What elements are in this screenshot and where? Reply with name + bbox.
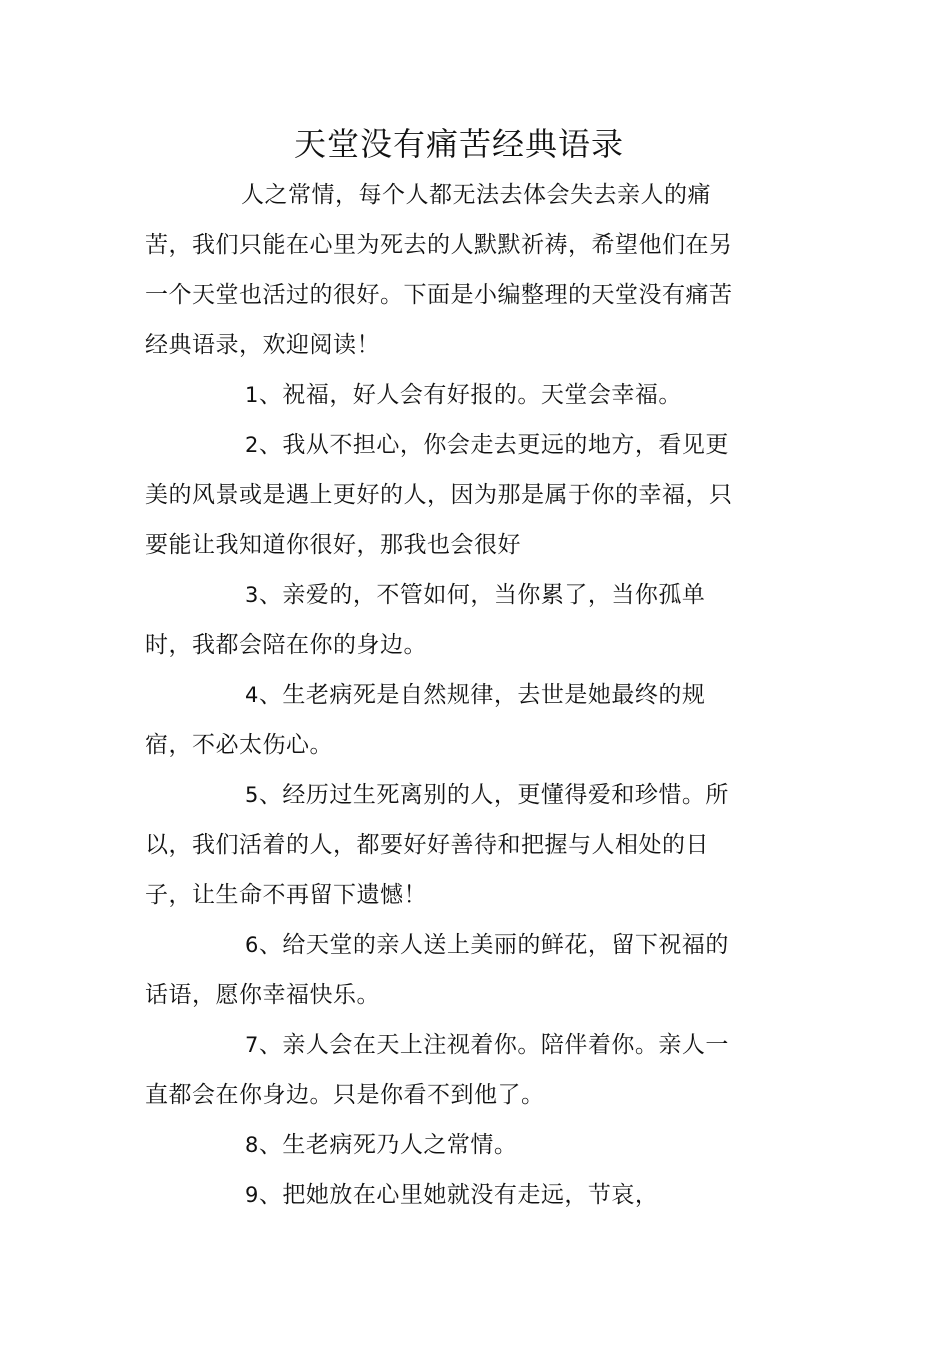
quote-1	[145, 370, 750, 420]
quote-4	[145, 670, 750, 770]
quote-text: 、生老病死是自然规律，去世是她最终的规宿，不必太伤心。	[145, 682, 706, 758]
quote-9	[145, 1170, 750, 1220]
quote-number: 5	[245, 783, 259, 807]
quote-number: 3	[245, 583, 259, 607]
quote-text: 、祝福，好人会有好报的。天堂会幸福。	[258, 382, 682, 408]
quote-number: 2	[245, 433, 259, 457]
quote-5	[145, 770, 750, 920]
quote-6	[145, 920, 750, 1020]
document-body	[145, 170, 750, 1220]
quote-text: 、给天堂的亲人送上美丽的鲜花，留下祝福的话语，愿你幸福快乐。	[145, 932, 729, 1008]
quote-2	[145, 420, 750, 570]
quote-text: 、亲人会在天上注视着你。陪伴着你。亲人一直都会在你身边。只是你看不到他了。	[145, 1032, 729, 1108]
quote-8	[145, 1120, 750, 1170]
quote-text: 、我从不担心，你会走去更远的地方，看见更美的风景或是遇上更好的人，因为那是属于你的幸福，只要能让我知道你很好，那我也会很好	[145, 432, 733, 558]
intro-paragraph: 人之常情，每个人都无法去体会失去亲人的痛苦，我们只能在心里为死去的人默默祈祷，希望他们在另一个天堂也活过的很好。下面是小编整理的天堂没有痛苦经典语录，欢迎阅读！	[145, 182, 733, 358]
document-title: 天堂没有痛苦经典语录	[293, 125, 624, 163]
quote-number: 8	[245, 1133, 259, 1157]
quote-text: 、把她放在心里她就没有走远，节哀，	[258, 1182, 659, 1208]
quote-text: 、亲爱的，不管如何，当你累了，当你孤单时，我都会陪在你的身边。	[145, 582, 706, 658]
quote-number: 4	[245, 683, 259, 707]
quote-text: 、经历过生死离别的人，更懂得爱和珍惜。所以，我们活着的人，都要好好善待和把握与人相处的日子，让生命不再留下遗憾！	[145, 782, 729, 908]
quote-number: 6	[245, 933, 259, 957]
quote-number: 9	[245, 1183, 259, 1207]
quote-number: 7	[245, 1033, 259, 1057]
quote-text: 、生老病死乃人之常情。	[258, 1132, 518, 1158]
quote-number: 1	[245, 383, 259, 407]
quote-7	[145, 1020, 750, 1120]
quote-3	[145, 570, 750, 670]
